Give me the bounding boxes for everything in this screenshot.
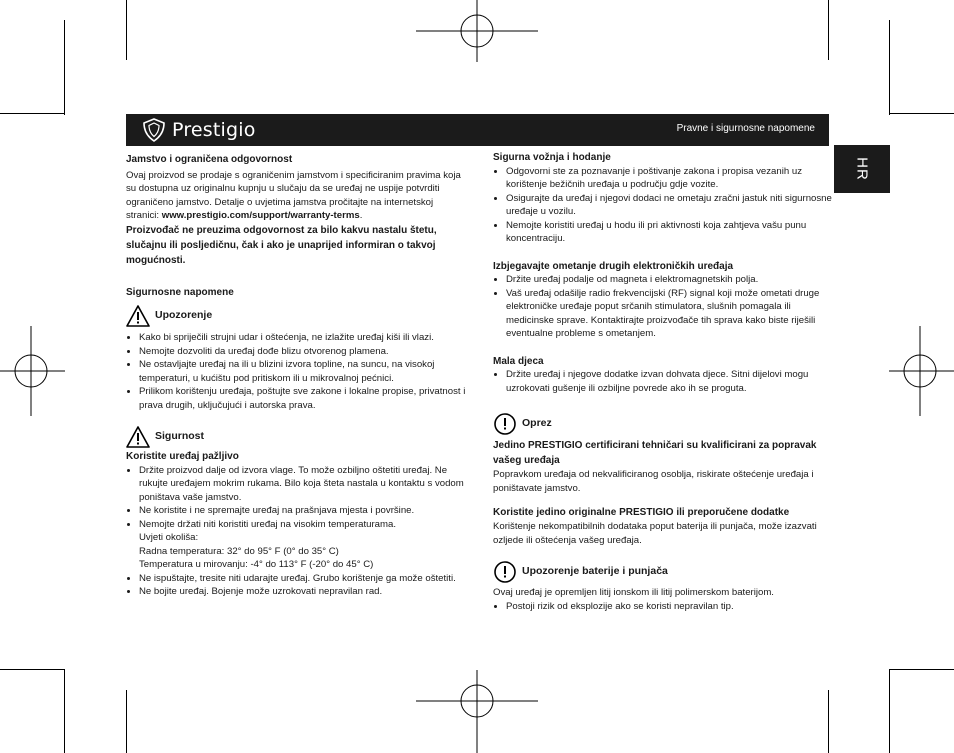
exclamation-circle-icon xyxy=(493,413,517,435)
care-label: Oprez xyxy=(522,417,552,430)
battery-label: Upozorenje baterije i punjača xyxy=(522,565,668,578)
registration-mark-bottom xyxy=(416,670,538,753)
crop-mark xyxy=(889,669,890,753)
careful-heading: Koristite uređaj pažljivo xyxy=(126,451,239,462)
crop-mark xyxy=(0,669,65,670)
list-item: • Prilikom korištenju uređaja, poštujte sve zakone i lokalne propise, privatnost i prava drugih, uključujući i autorska prava. xyxy=(139,385,466,412)
exclamation-circle-icon xyxy=(493,561,517,583)
list-item: • Odgovorni ste za poznavanje i poštivanje zakona i propisa vezanih uz korištenje bežičnih uređaja u području gdje vozite. xyxy=(506,165,833,192)
list-item: • Držite proizvod dalje od izvora vlage. To može ozbiljno oštetiti uređaj. Ne rukujte uređajem mokrim rukama. Bilo koja šteta nastala u kontaktu s vodom poništava vaše jamstvo. xyxy=(139,464,466,505)
safety-header xyxy=(126,426,466,448)
original-body: Korištenje nekompatibilnih dodataka poput baterija ili punjača, može izazvati ozljede ili oštećenja vašeg uređaja. xyxy=(493,521,817,546)
brand-name: Prestigio xyxy=(172,119,256,141)
right-column xyxy=(493,151,833,613)
registration-mark-right xyxy=(889,326,954,416)
warning-triangle-icon xyxy=(126,305,150,327)
list-item: • Kako bi spriječili strujni udar i oštećenja, ne izlažite uređaj kiši ili vlazi. xyxy=(139,331,466,345)
crop-mark xyxy=(126,0,127,60)
crop-mark xyxy=(64,20,65,115)
care-header xyxy=(493,413,833,435)
safety-heading: Sigurnosne napomene xyxy=(126,286,234,298)
certified-heading: Jedino PRESTIGIO certificirani tehničari su kvalificirani za popravak vašeg uređaja xyxy=(493,440,817,466)
battery-header xyxy=(493,561,833,583)
caution-header xyxy=(126,305,466,327)
list-item: • Nemojte koristiti uređaj u hodu ili pri aktivnosti koja zahtjeva vašu punu koncentraciju. xyxy=(506,219,833,246)
caution-list xyxy=(126,331,466,412)
battery-list xyxy=(493,600,833,614)
interference-list xyxy=(493,273,833,341)
driving-heading: Sigurna vožnja i hodanje xyxy=(493,152,611,163)
warranty-body: Ovaj proizvod se prodaje s ograničenim jamstvom i specificiranim pravima koja su dostupna uz originalnu kupnju u slučaju da se uređaj ne uspije potvrditi ograničeno jamstvo. Detalje o uvjetima jamstva pročitajte na internetskoj stranici: xyxy=(126,169,461,221)
careful-list xyxy=(126,464,466,599)
list-item: • Ne bojite uređaj. Bojenje može uzrokovati nepravilan rad. xyxy=(139,585,466,599)
battery-body: Ovaj uređaj je opremljen litij ionskom ili litij polimerskom baterijom. xyxy=(493,587,774,598)
warranty-disclaimer: Proizvođač ne preuzima odgovornost za bilo kakvu nastalu štetu, slučajnu ili posljedičnu, čak i ako je unaprijed informiran o takvoj mogućnosti. xyxy=(126,224,437,266)
list-item: • Ne ispuštajte, tresite niti udarajte uređaj. Grubo korištenje ga može oštetiti. xyxy=(139,572,466,586)
list-item: • Postoji rizik od eksplozije ako se koristi nepravilan tip. xyxy=(506,600,833,614)
crop-mark xyxy=(828,0,829,60)
warranty-text: Ovaj proizvod se prodaje s ograničenim jamstvom i specificiranim pravima koja su dostupna uz originalnu kupnju u slučaju da se uređaj ne uspije potvrditi ograničeno jamstvo. Detalje o uvjetima jamstva pročitajte na internetskoj stranici: www.prestigio.com/support/warranty-terms. xyxy=(126,169,461,221)
language-label: HR xyxy=(853,157,871,181)
interference-heading: Izbjegavajte ometanje drugih elektroničkih uređaja xyxy=(493,260,734,272)
crop-mark xyxy=(828,690,829,753)
section-title: Pravne i sigurnosne napomene xyxy=(676,123,815,134)
list-item: • Držite uređaj podalje od magneta i elektromagnetskih polja. xyxy=(506,273,833,287)
shield-icon xyxy=(142,118,166,142)
operating-temperature: Radna temperatura: 32° do 95° F (0° do 35° C) xyxy=(139,545,339,557)
list-item: • Držite uređaj i njegove dodatke izvan dohvata djece. Sitni dijelovi mogu uzrokovati gušenje ili ozbiljne povrede ako ih se proguta. xyxy=(506,368,833,395)
crop-mark xyxy=(0,113,65,114)
certified-body: Popravkom uređaja od nekvalificiranog osoblja, riskirate oštećenje uređaja i poništavate jamstvo. xyxy=(493,469,814,494)
header-bar xyxy=(126,114,829,146)
children-heading: Mala djeca xyxy=(493,355,544,367)
warranty-url: www.prestigio.com/support/warranty-terms xyxy=(161,210,360,221)
caution-label: Upozorenje xyxy=(155,309,213,322)
conditions-label: Uvjeti okoliša: xyxy=(139,532,199,543)
list-item: • Nemojte dozvoliti da uređaj dođe blizu otvorenog plamena. xyxy=(139,345,466,359)
brand-logo xyxy=(142,118,256,142)
language-tab xyxy=(834,145,890,193)
crop-mark xyxy=(889,20,890,115)
list-item-text: Nemojte držati niti koristiti uređaj na visokim temperaturama. xyxy=(139,518,396,530)
list-item: • Vaš uređaj odašilje radio frekvencijski (RF) signal koji može ometati druge elektroničke uređaje poput srčanih stimulatora, slušnih pomagala ili medicinske sprave. Kontaktirajte proizvođače tih sprava kako biste riješili eventualne probleme s ometanjem. xyxy=(506,287,833,341)
warning-triangle-icon xyxy=(126,426,150,448)
crop-mark xyxy=(126,690,127,753)
safety-label: Sigurnost xyxy=(155,430,204,443)
crop-mark xyxy=(64,669,65,753)
warranty-heading: Jamstvo i ograničena odgovornost xyxy=(126,154,293,165)
list-item: • Osigurajte da uređaj i njegovi dodaci ne ometaju zračni jastuk niti sigurnosne uređaje u vozilu. xyxy=(506,192,833,219)
crop-mark xyxy=(889,669,954,670)
list-item: • Ne ostavljajte uređaj na ili u blizini izvora topline, na suncu, na visokoj temperaturi, u kućištu pod pritiskom ili u mikrovalnoj pećnici. xyxy=(139,358,466,385)
original-heading: Koristite jedino originalne PRESTIGIO ili preporučene dodatke xyxy=(493,507,790,518)
registration-mark-left xyxy=(0,326,65,416)
children-list xyxy=(493,368,833,395)
left-column xyxy=(126,153,466,599)
crop-mark xyxy=(889,113,954,114)
registration-mark-top xyxy=(416,0,538,62)
list-item xyxy=(139,518,466,572)
storage-temperature: Temperatura u mirovanju: -4° do 113° F (-20° do 45° C) xyxy=(139,559,374,570)
driving-list xyxy=(493,165,833,246)
list-item: • Ne koristite i ne spremajte uređaj na prašnjava mjesta i površine. xyxy=(139,504,466,518)
